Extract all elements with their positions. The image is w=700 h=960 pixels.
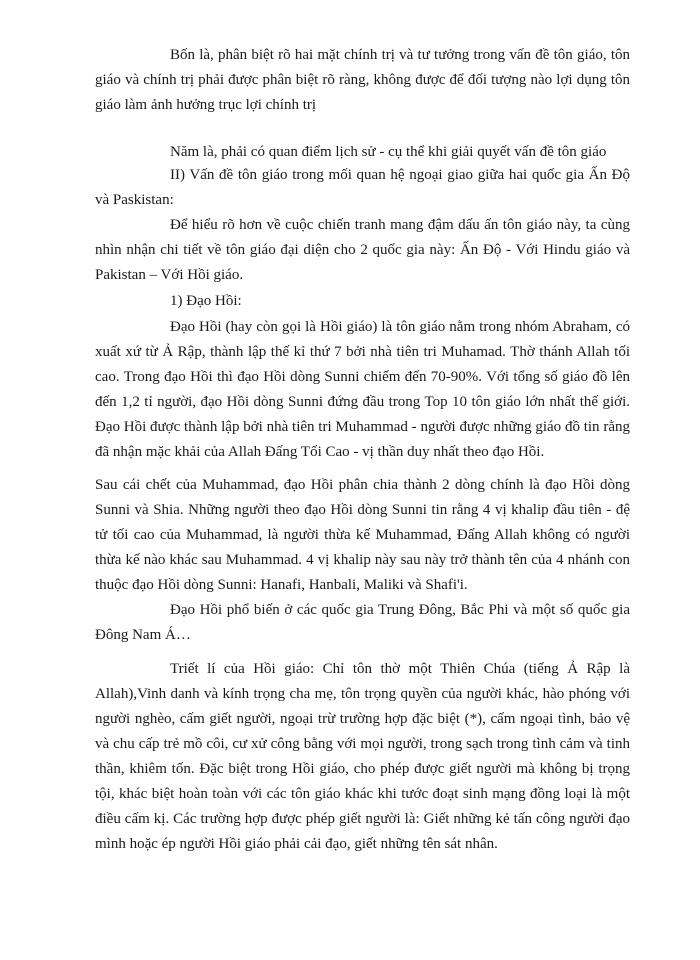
paragraph-sunni-shia: Sau cái chết của Muhammad, đạo Hồi phân chia thành 2 dòng chính là đạo Hồi dòng Sunni và Shia. Những người theo đạo Hồi dòng Sunni tin rằng 4 vị khalip đầu tiên - đệ tử tối cao của Muhammad, là người thừa kế Muhammad, Đấng Allah không có người thừa kế nào khác sau Muhammad. 4 vị khalip này sau này trở thành tên của 4 nhánh con thuộc đạo Hồi dòng Sunni: Hanafi, Hanbali, Maliki và Shafi'i. [95, 477, 630, 593]
paragraph-principle-five: Năm là, phải có quan điểm lịch sử - cụ thể khi giải quyết vấn đề tôn giáo [170, 144, 607, 160]
paragraph-islam-origin: Đạo Hồi (hay còn gọi là Hồi giáo) là tôn giáo nằm trong nhóm Abraham, có xuất xứ từ Ả Rập, thành lập thế kỉ thứ 7 bởi nhà tiên tri Muhamad. Thờ thánh Allah tối cao. Trong đạo Hồi thì đạo Hồi dòng Sunni chiếm đến 70-90%. Với tổng số giáo đồ lên đến 1,2 tỉ người, đạo Hồi dòng Sunni đứng đầu trong Top 10 tôn giáo lớn nhất thế giới. Đạo Hồi được thành lập bởi nhà tiên tri Muhammad - người được những giáo đồ tin rằng đã nhận mặc khải của Allah Đấng Tối Cao - vị thần duy nhất theo đạo Hồi. [95, 319, 630, 460]
paragraph-intro: Để hiểu rõ hơn về cuộc chiến tranh mang đậm dấu ấn tôn giáo này, ta cùng nhìn nhận chi tiết về tôn giáo đại diện cho 2 quốc gia này: Ấn Độ - Với Hindu giáo và Pakistan – Với Hồi giáo. [95, 217, 630, 283]
paragraph-islam-spread: Đạo Hồi phổ biến ở các quốc gia Trung Đông, Bắc Phi và một số quốc gia Đông Nam Á… [95, 602, 630, 643]
paragraph-principle-four: Bốn là, phân biệt rõ hai mặt chính trị và tư tưởng trong vấn đề tôn giáo, tôn giáo và chính trị phải được phân biệt rõ ràng, không được để đối tượng nào lợi dụng tôn giáo làm ảnh hưởng trục lợi chính trị [95, 47, 630, 113]
section-heading-ii: II) Vấn đề tôn giáo trong mối quan hệ ngoại giao giữa hai quốc gia Ấn Độ và Paskistan: [95, 167, 630, 208]
subsection-heading-islam: 1) Đạo Hồi: [170, 293, 242, 309]
paragraph-islam-philosophy: Triết lí của Hồi giáo: Chỉ tôn thờ một Thiên Chúa (tiếng Ả Rập là Allah),Vinh danh và kính trọng cha mẹ, tôn trọng quyền của người khác, hào phóng với người nghèo, cấm giết người, ngoại trừ trường hợp đặc biệt (*), cấm ngoại tình, bảo vệ và chu cấp trẻ mồ côi, cư xử công bằng với mọi người, trong sạch trong tình cảm và tinh thần, khiêm tốn. Đặc biệt trong Hồi giáo, cho phép được giết người mà không bị trọng tội, khác biệt hoàn toàn với các tôn giáo khác khi tước đoạt sinh mạng đồng loại là một điều cấm kị. Các trường hợp được phép giết người là: Giết những kẻ tấn công người đạo mình hoặc ép người Hồi giáo phải cải đạo, giết những tên sát nhân. [95, 661, 630, 852]
